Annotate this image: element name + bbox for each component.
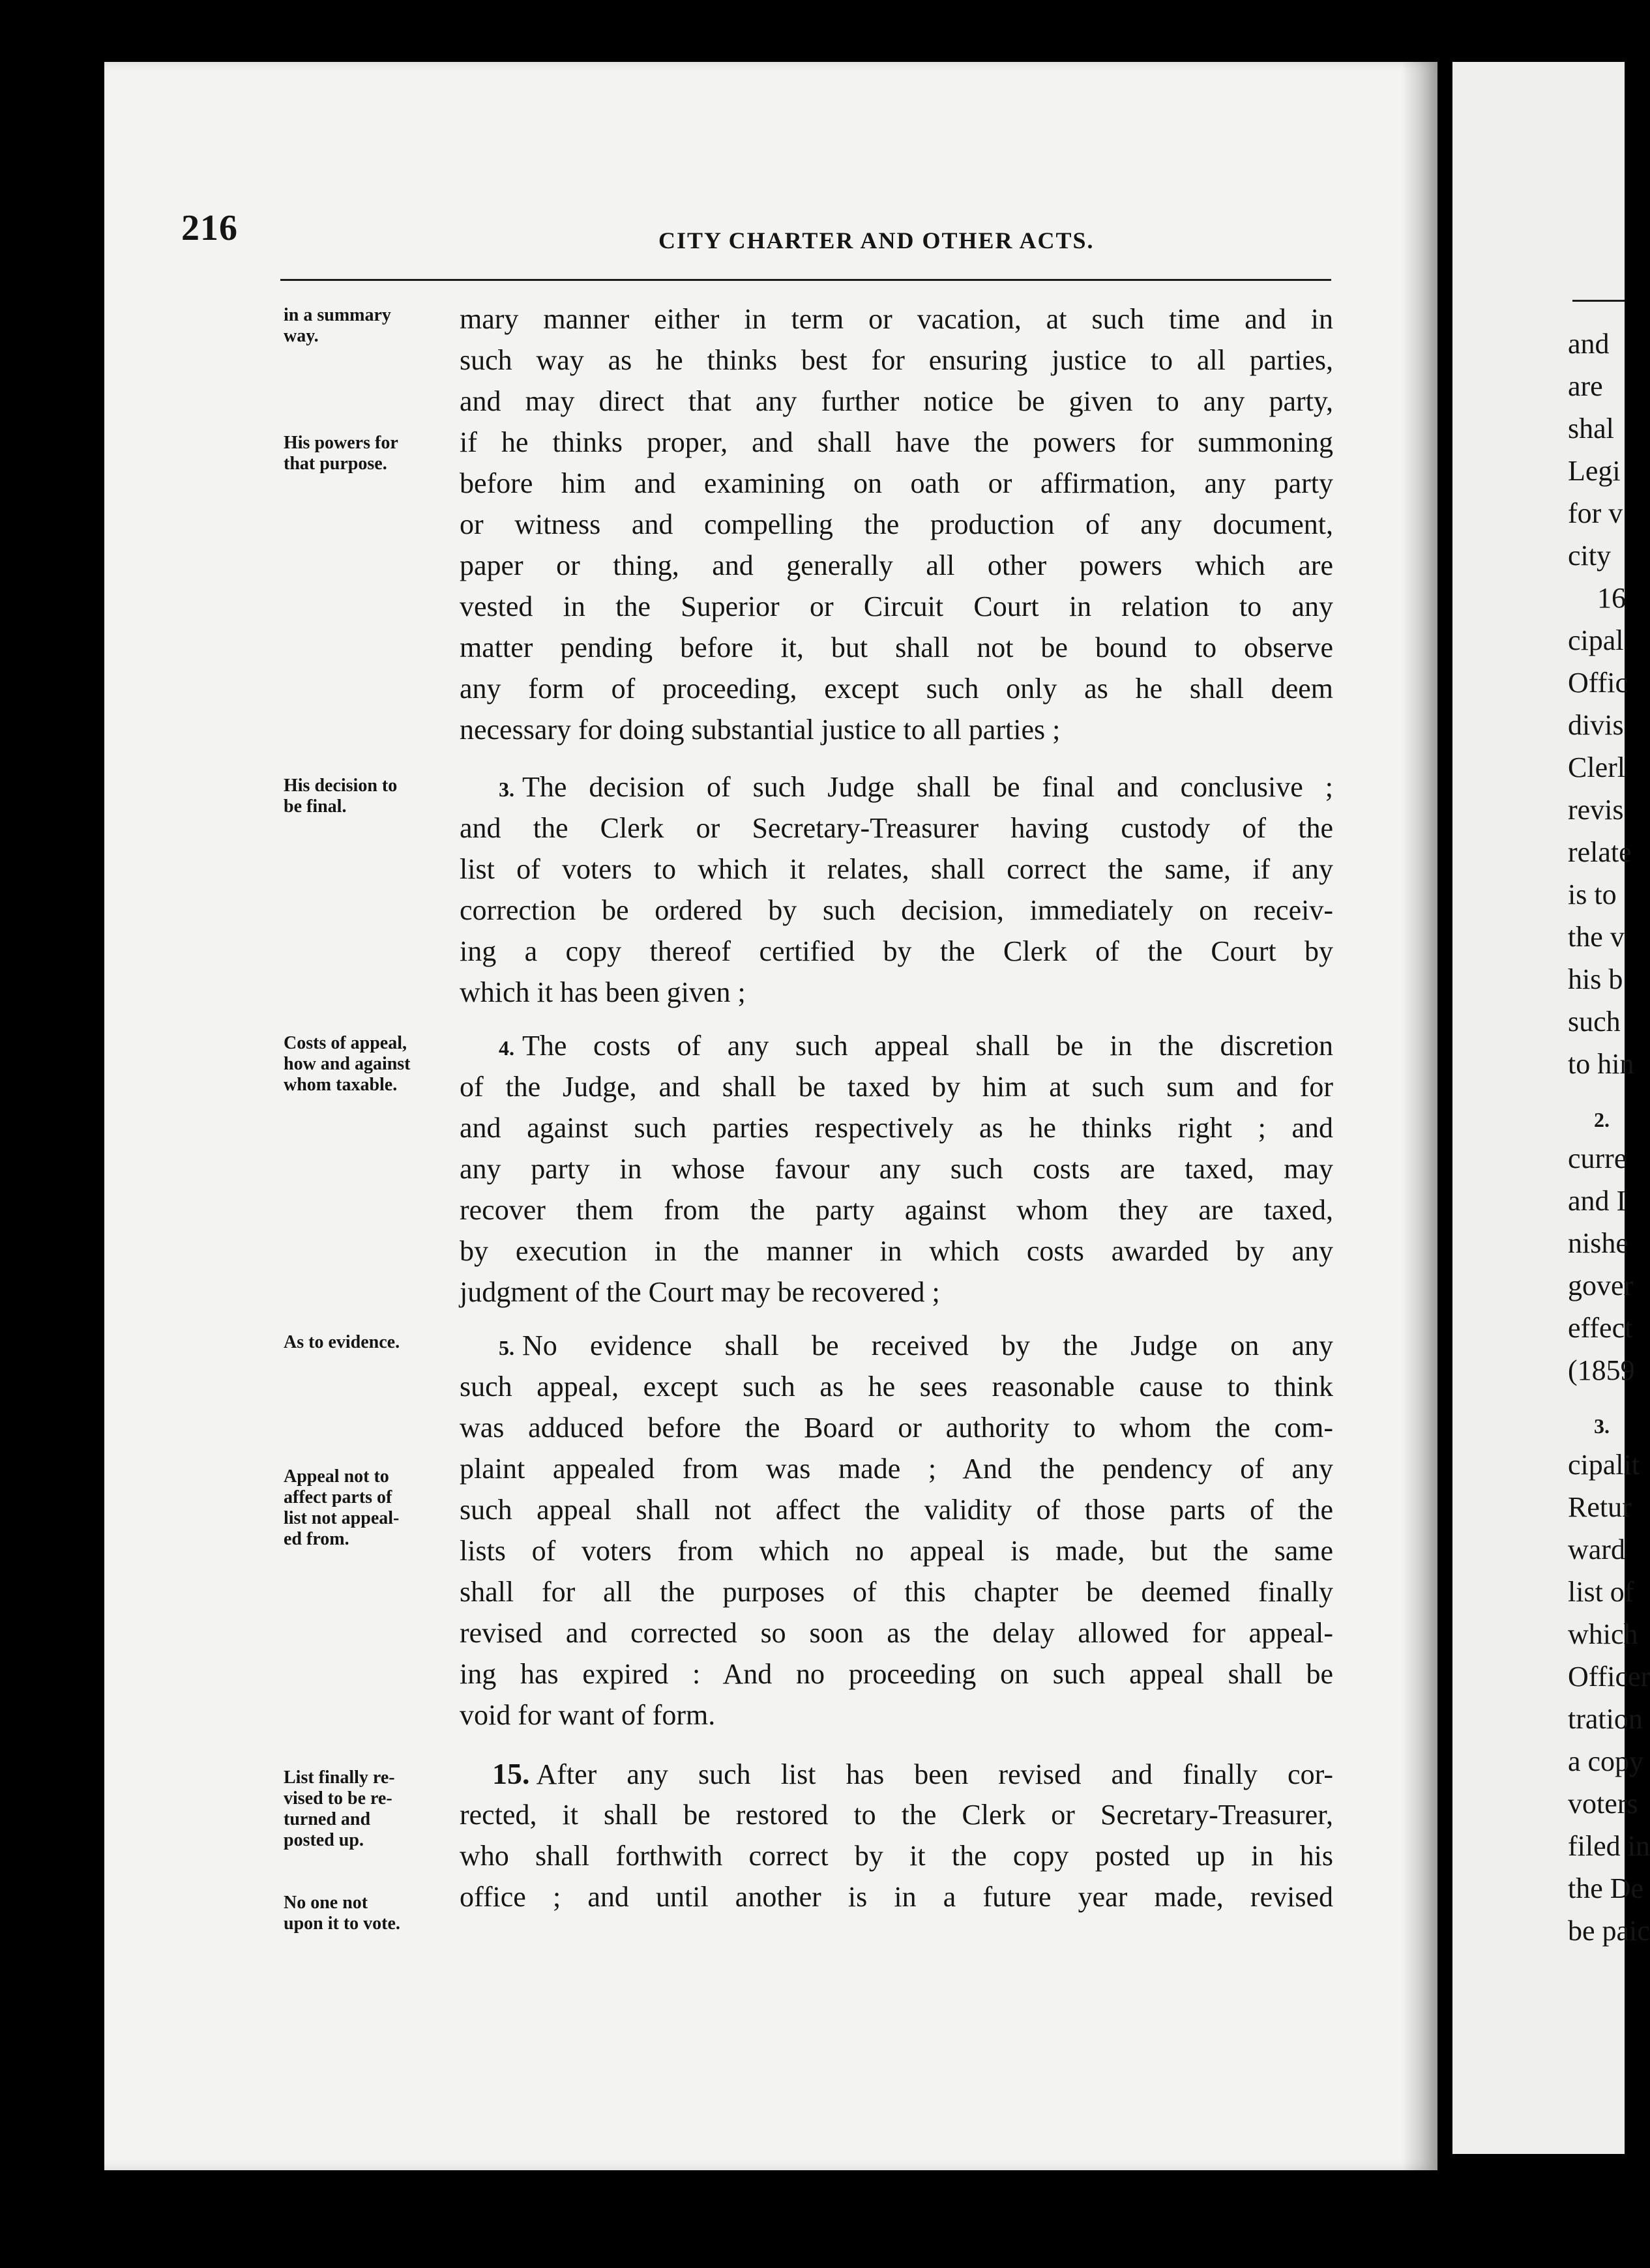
body-line: such way as he thinks best for ensuring justice to all parties, xyxy=(460,344,1333,376)
right-fragment: Offic xyxy=(1568,667,1628,699)
section-number: 4. xyxy=(499,1036,514,1060)
right-fragment: 2. xyxy=(1594,1108,1610,1131)
right-fragment: 16 xyxy=(1597,582,1626,614)
right-fragment: Officer xyxy=(1568,1661,1650,1693)
margin-note-line: how and against xyxy=(284,1054,411,1074)
margin-note-line: As to evidence. xyxy=(284,1332,400,1352)
right-fragment: revis xyxy=(1568,794,1624,826)
margin-note-line: Appeal not to xyxy=(284,1466,389,1487)
body-line: matter pending before it, but shall not be bound to observe xyxy=(460,632,1333,663)
body-line: of the Judge, and shall be taxed by him at such sum and for xyxy=(460,1071,1333,1103)
right-fragment: divis xyxy=(1568,709,1624,741)
body-line: was adduced before the Board or authority to whom the com- xyxy=(460,1412,1333,1444)
margin-note-line: His decision to xyxy=(284,776,398,796)
margin-note-appeal xyxy=(284,1466,453,1550)
right-fragment: curre xyxy=(1568,1142,1627,1174)
body-line: judgment of the Court may be recovered ; xyxy=(460,1276,940,1308)
right-fragment: Clerl xyxy=(1568,751,1625,783)
body-line: void for want of form. xyxy=(460,1699,716,1731)
margin-note-summary xyxy=(284,305,453,347)
right-fragment: Legi xyxy=(1568,455,1621,487)
right-fragment: shal xyxy=(1568,413,1614,444)
right-fragment: voters xyxy=(1568,1788,1638,1820)
margin-note-list-revised xyxy=(284,1767,453,1851)
margin-note-evidence xyxy=(284,1332,453,1353)
right-fragment: be paic xyxy=(1568,1915,1650,1947)
body-line: who shall forthwith correct by it the copy posted up in his xyxy=(460,1840,1333,1872)
section-5-first-line xyxy=(460,1326,1333,1367)
body-line: mary manner either in term or vacation, at such time and in xyxy=(460,303,1333,335)
body-line: which it has been given ; xyxy=(460,976,746,1008)
right-fragment: are xyxy=(1568,370,1603,402)
right-fragment: filed in xyxy=(1568,1830,1650,1862)
right-fragment: a copy xyxy=(1568,1745,1644,1777)
body-line: and may direct that any further notice be given to any party, xyxy=(460,385,1333,417)
right-fragment: the v xyxy=(1568,921,1625,953)
right-fragment: cipalit xyxy=(1568,1449,1640,1481)
right-fragment: tration xyxy=(1568,1703,1643,1735)
right-fragment: list of xyxy=(1568,1576,1634,1608)
section-number: 3. xyxy=(499,778,514,801)
body-text: After any such list has been revised and finally cor- xyxy=(536,1758,1333,1790)
section-number: 15. xyxy=(492,1757,530,1790)
body-text: The decision of such Judge shall be final and conclusive ; xyxy=(522,771,1333,803)
body-line: list of voters to which it relates, shall correct the same, if any xyxy=(460,853,1333,885)
right-fragment: relate xyxy=(1568,836,1632,868)
right-fragment: and I xyxy=(1568,1185,1627,1217)
body-line: and against such parties respectively as he thinks right ; and xyxy=(460,1112,1333,1144)
margin-note-line: List finally re- xyxy=(284,1767,395,1788)
margin-note-powers xyxy=(284,433,453,474)
margin-note-line: affect parts of xyxy=(284,1487,392,1507)
right-fragment: effect xyxy=(1568,1312,1633,1344)
margin-note-line: No one not xyxy=(284,1893,368,1913)
section-15-first-line xyxy=(460,1754,1333,1794)
body-line: correction be ordered by such decision, immediately on receiv- xyxy=(460,894,1333,926)
margin-note-line: way. xyxy=(284,326,319,346)
body-line: ing a copy thereof certified by the Clerk of the Court by xyxy=(460,935,1333,967)
right-fragment: his b xyxy=(1568,963,1623,995)
margin-note-no-vote xyxy=(284,1893,453,1934)
margin-note-line: be final. xyxy=(284,796,347,817)
header-rule xyxy=(280,279,1331,281)
body-line: shall for all the purposes of this chapter be deemed finally xyxy=(460,1576,1333,1608)
body-text: No evidence shall be received by the Judge on any xyxy=(522,1330,1333,1361)
body-line: and the Clerk or Secretary-Treasurer having custody of the xyxy=(460,812,1333,844)
body-line: any form of proceeding, except such only as he shall deem xyxy=(460,673,1333,705)
body-line: any party in whose favour any such costs are taxed, may xyxy=(460,1153,1333,1185)
right-fragment: cipal xyxy=(1568,624,1624,656)
right-fragment: and xyxy=(1568,328,1610,360)
margin-note-decision xyxy=(284,776,453,817)
right-fragment: ward xyxy=(1568,1534,1625,1565)
body-line: vested in the Superior or Circuit Court in relation to any xyxy=(460,590,1333,622)
margin-note-line: Costs of appeal, xyxy=(284,1033,407,1053)
right-fragment: to hin xyxy=(1568,1048,1634,1080)
gutter-shadow xyxy=(1402,62,1447,2170)
right-fragment: for v xyxy=(1568,497,1623,529)
body-line: such appeal shall not affect the validity of those parts of the xyxy=(460,1494,1333,1526)
margin-note-line: turned and xyxy=(284,1809,371,1829)
section-number: 5. xyxy=(499,1336,514,1359)
right-fragment: city xyxy=(1568,540,1611,572)
body-line: rected, it shall be restored to the Clerk or Secretary-Treasurer, xyxy=(460,1799,1333,1831)
body-line: before him and examining on oath or affirmation, any party xyxy=(460,467,1333,499)
body-line: revised and corrected so soon as the delay allowed for appeal- xyxy=(460,1617,1333,1649)
margin-note-line: list not appeal- xyxy=(284,1508,400,1528)
right-fragment: 3. xyxy=(1594,1414,1610,1438)
right-fragment: the De xyxy=(1568,1872,1644,1904)
right-fragment: (1859 xyxy=(1568,1354,1635,1386)
margin-note-line: His powers for xyxy=(284,433,398,453)
running-head: CITY CHARTER AND OTHER ACTS. xyxy=(658,227,1095,254)
body-line: necessary for doing substantial justice to all parties ; xyxy=(460,714,1061,746)
right-fragment: Retur xyxy=(1568,1491,1632,1523)
body-line: paper or thing, and generally all other powers which are xyxy=(460,549,1333,581)
body-text: The costs of any such appeal shall be in the discretion xyxy=(522,1030,1333,1062)
body-line: recover them from the party against whom they are taxed, xyxy=(460,1194,1333,1226)
margin-note-line: in a summary xyxy=(284,305,391,325)
right-fragment: which xyxy=(1568,1618,1638,1650)
section-4-first-line xyxy=(460,1026,1333,1068)
right-fragment: nishe xyxy=(1568,1227,1628,1259)
margin-note-line: ed from. xyxy=(284,1529,349,1549)
body-line: such appeal, except such as he sees reasonable cause to think xyxy=(460,1371,1333,1403)
body-line: plaint appealed from was made ; And the pendency of any xyxy=(460,1453,1333,1485)
margin-note-line: that purpose. xyxy=(284,454,387,474)
section-3-first-line xyxy=(460,768,1333,809)
body-line: if he thinks proper, and shall have the powers for summoning xyxy=(460,426,1333,458)
body-line: or witness and compelling the production of any document, xyxy=(460,508,1333,540)
margin-note-costs xyxy=(284,1033,453,1096)
margin-note-line: vised to be re- xyxy=(284,1788,392,1809)
right-fragment: such xyxy=(1568,1006,1621,1038)
body-line: lists of voters from which no appeal is made, but the same xyxy=(460,1535,1333,1567)
page-number: 216 xyxy=(181,208,238,248)
body-line: office ; and until another is in a future year made, revised xyxy=(460,1881,1333,1913)
body-line: ing has expired : And no proceeding on such appeal shall be xyxy=(460,1658,1333,1690)
margin-note-line: posted up. xyxy=(284,1830,364,1850)
body-line: by execution in the manner in which costs awarded by any xyxy=(460,1235,1333,1267)
right-page-rule xyxy=(1572,300,1625,302)
margin-note-line: whom taxable. xyxy=(284,1075,398,1095)
margin-note-line: upon it to vote. xyxy=(284,1913,400,1934)
right-fragment: gover xyxy=(1568,1270,1634,1301)
right-fragment: is to xyxy=(1568,879,1617,910)
